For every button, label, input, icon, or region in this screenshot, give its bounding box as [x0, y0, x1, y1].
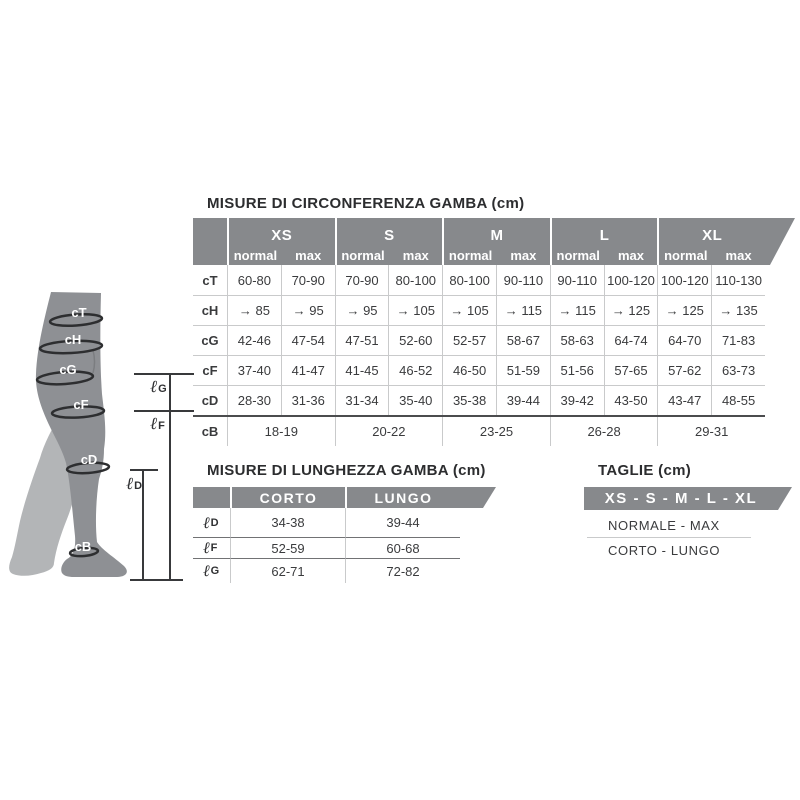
header-spacer: [193, 487, 230, 508]
sizes-panel: [584, 463, 778, 557]
table-cell: 39-42: [550, 385, 604, 415]
table-cell: 31-36: [281, 385, 335, 415]
column-lungo: LUNGO: [345, 487, 460, 508]
table-cell: 52-59: [230, 537, 345, 558]
row-label: cG: [193, 325, 227, 355]
table-cell: 51-59: [496, 355, 550, 385]
sizes-title: TAGLIE (cm): [598, 462, 692, 479]
size-group-s: [335, 218, 443, 265]
table-cell: 80-100: [442, 265, 496, 295]
table-cell: 46-52: [388, 355, 442, 385]
table-cell: 28-30: [227, 385, 281, 415]
table-cell: 39-44: [345, 508, 460, 537]
ruler-label-lG: ℓG: [150, 377, 167, 397]
size-label: M: [490, 227, 504, 244]
leg-diagram: [0, 278, 200, 618]
subcol-normal: normal: [233, 248, 278, 263]
subcol-max: max: [725, 248, 752, 263]
table-cell: 90-110: [550, 265, 604, 295]
size-label: L: [599, 227, 610, 244]
circumference-table: [193, 196, 770, 446]
band-label-cF: cF: [73, 397, 89, 412]
circumference-title: MISURE DI CIRCONFERENZA GAMBA (cm): [207, 195, 525, 212]
table-cell: 71-83: [711, 325, 765, 355]
table-cell: 72-82: [345, 558, 460, 583]
table-cell: 18-19: [227, 417, 335, 446]
table-cell: 47-54: [281, 325, 335, 355]
subcol-max: max: [295, 248, 322, 263]
table-cell: 58-63: [550, 325, 604, 355]
table-cell: 43-47: [657, 385, 711, 415]
table-cell: → 125: [604, 295, 658, 325]
table-cell: 35-38: [442, 385, 496, 415]
table-cell: → 95: [281, 295, 335, 325]
size-label: S: [384, 227, 395, 244]
subcol-normal: normal: [341, 248, 385, 263]
table-cell: 52-57: [442, 325, 496, 355]
circumference-grid: [193, 265, 765, 415]
row-label: ℓ G: [193, 558, 230, 583]
band-label-cG: cG: [59, 362, 77, 377]
table-cell: 47-51: [335, 325, 389, 355]
table-cell: 80-100: [388, 265, 442, 295]
sizes-band: XS - S - M - L - XL: [584, 487, 778, 510]
row-label: cF: [193, 355, 227, 385]
row-label: cD: [193, 385, 227, 415]
table-cell: 57-65: [604, 355, 658, 385]
table-cell: → 95: [335, 295, 389, 325]
sizes-line-normale-max: NORMALE - MAX: [608, 518, 720, 533]
size-group-xl: [657, 218, 765, 265]
subcol-max: max: [617, 248, 644, 263]
table-cell: 100-120: [604, 265, 658, 295]
ruler-label-lD: ℓD: [126, 474, 143, 494]
table-cell: 57-62: [657, 355, 711, 385]
table-cell: 31-34: [335, 385, 389, 415]
table-cell: 29-31: [657, 417, 765, 446]
table-cell: → 105: [442, 295, 496, 325]
table-cell: 41-45: [335, 355, 389, 385]
length-grid: [193, 508, 460, 583]
table-cell: 34-38: [230, 508, 345, 537]
length-table: [193, 463, 486, 583]
table-cell: 70-90: [281, 265, 335, 295]
subcol-max: max: [402, 248, 429, 263]
table-cell: 62-71: [230, 558, 345, 583]
table-cell: 100-120: [657, 265, 711, 295]
row-label: cH: [193, 295, 227, 325]
table-cell: 58-67: [496, 325, 550, 355]
size-group-l: [550, 218, 658, 265]
size-label: XL: [702, 227, 723, 244]
subcol-normal: normal: [556, 248, 600, 263]
band-label-cB: cB: [74, 539, 92, 554]
length-title: MISURE DI LUNGHEZZA GAMBA (cm): [207, 462, 486, 479]
table-cell: 20-22: [335, 417, 443, 446]
band-label-cT: cT: [71, 305, 87, 320]
row-label: ℓ F: [193, 537, 230, 558]
table-cell: 37-40: [227, 355, 281, 385]
subcol-max: max: [510, 248, 537, 263]
table-cell: → 85: [227, 295, 281, 325]
table-cell: → 135: [711, 295, 765, 325]
circumference-header: [193, 218, 770, 265]
size-label: XS: [271, 227, 293, 244]
circumference-cb-row: [193, 415, 765, 446]
column-corto: CORTO: [230, 487, 345, 508]
subcol-normal: normal: [448, 248, 493, 263]
divider: [587, 537, 751, 538]
sizes-line-corto-lungo: CORTO - LUNGO: [608, 543, 721, 558]
table-cell: 51-56: [550, 355, 604, 385]
table-cell: 110-130: [711, 265, 765, 295]
band-label-cD: cD: [80, 452, 98, 467]
table-cell: 23-25: [442, 417, 550, 446]
table-cell: → 105: [388, 295, 442, 325]
row-label: ℓ D: [203, 512, 219, 532]
table-cell: → 125: [657, 295, 711, 325]
table-cell: 64-70: [657, 325, 711, 355]
subcol-normal: normal: [664, 248, 708, 263]
table-cell: 35-40: [388, 385, 442, 415]
band-label-cH: cH: [64, 332, 82, 347]
table-cell: 46-50: [442, 355, 496, 385]
table-cell: 90-110: [496, 265, 550, 295]
table-cell: 60-80: [227, 265, 281, 295]
size-group-xs: [227, 218, 335, 265]
table-cell: 60-68: [345, 537, 460, 558]
row-label: cB: [201, 424, 219, 439]
table-cell: 48-55: [711, 385, 765, 415]
table-cell: 26-28: [550, 417, 658, 446]
table-cell: 43-50: [604, 385, 658, 415]
table-cell: → 115: [550, 295, 604, 325]
table-cell: 64-74: [604, 325, 658, 355]
ruler-label-lF: ℓF: [150, 414, 165, 434]
size-group-m: [442, 218, 550, 265]
length-rulers: [130, 374, 194, 580]
table-cell: 63-73: [711, 355, 765, 385]
table-cell: 42-46: [227, 325, 281, 355]
table-cell: → 115: [496, 295, 550, 325]
table-cell: 52-60: [388, 325, 442, 355]
header-spacer: [193, 218, 227, 265]
table-cell: 39-44: [496, 385, 550, 415]
table-cell: 41-47: [281, 355, 335, 385]
length-header: [193, 487, 483, 508]
row-label: cT: [202, 272, 218, 288]
table-cell: 70-90: [335, 265, 389, 295]
